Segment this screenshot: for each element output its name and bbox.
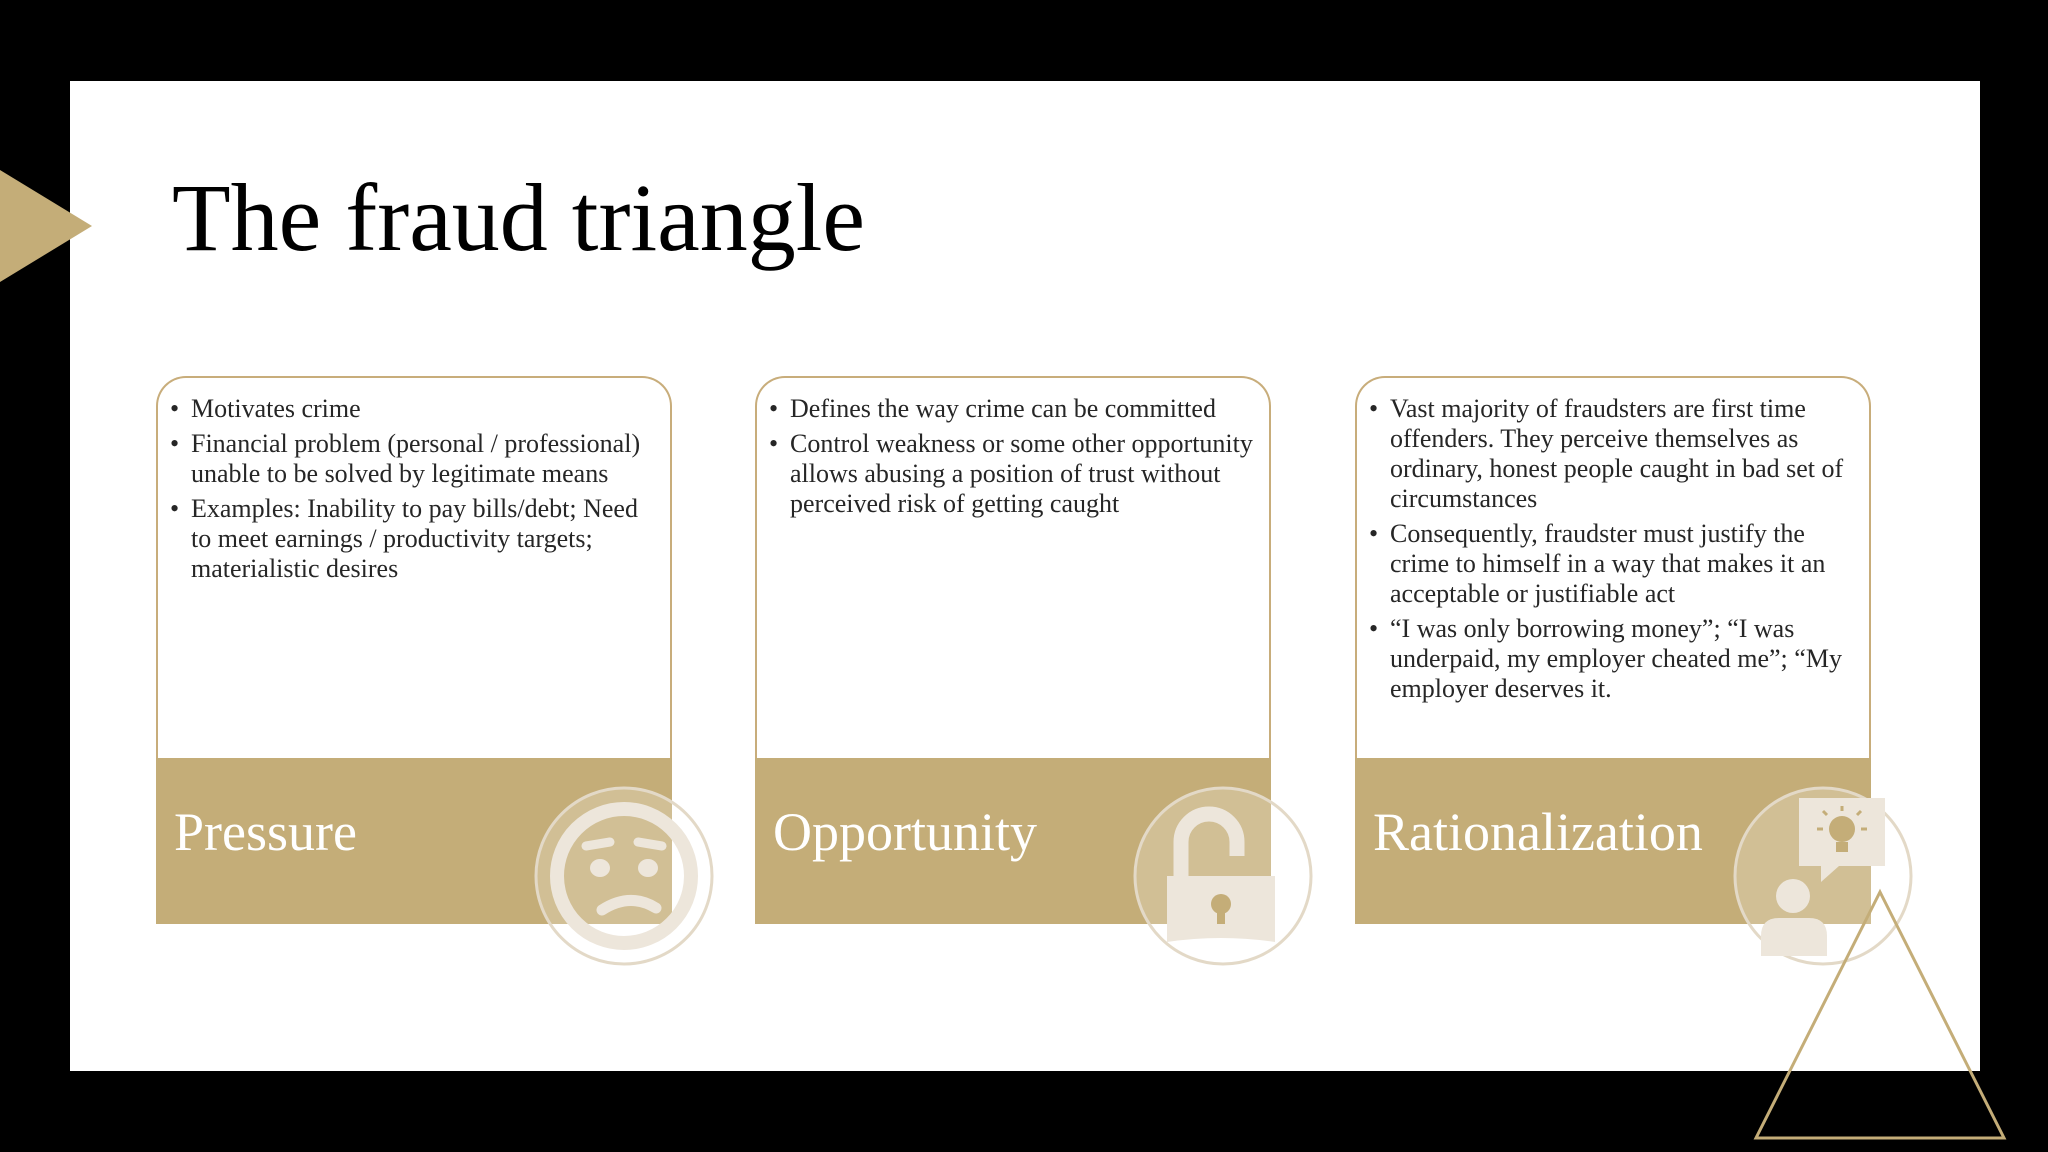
bullet-item: • Defines the way crime can be committed — [769, 394, 1255, 424]
card-body — [156, 376, 672, 760]
card-label: Rationalization — [1373, 802, 1703, 862]
card-rationalization — [1355, 376, 1871, 926]
unlocked-padlock-icon — [1131, 784, 1315, 968]
card-pressure — [156, 376, 672, 926]
card-body — [755, 376, 1271, 760]
card-opportunity — [755, 376, 1271, 926]
decorative-triangle-outline — [1752, 888, 2008, 1144]
card-label: Opportunity — [773, 802, 1037, 862]
slide-title: The fraud triangle — [172, 164, 865, 271]
bullet-list — [1369, 394, 1855, 709]
bullet-item: • “I was only borrowing money”; “I was underpaid, my employer cheated me”; “My employer deserves it. — [1369, 614, 1855, 704]
bullet-list — [170, 394, 656, 589]
card-label: Pressure — [174, 802, 357, 862]
bullet-list — [769, 394, 1255, 524]
accent-arrow-icon — [0, 170, 92, 282]
bullet-item: • Vast majority of fraudsters are first time offenders. They perceive themselves as ordinary, honest people caught in bad set of circumstances — [1369, 394, 1855, 514]
bullet-item: • Examples: Inability to pay bills/debt; Need to meet earnings / productivity targets; materialistic desires — [170, 494, 656, 584]
bullet-item: • Control weakness or some other opportunity allows abusing a position of trust without perceived risk of getting caught — [769, 429, 1255, 519]
bullet-item: • Financial problem (personal / professional) unable to be solved by legitimate means — [170, 429, 656, 489]
sad-face-icon — [532, 784, 716, 968]
bullet-item: • Consequently, fraudster must justify the crime to himself in a way that makes it an acceptable or justifiable act — [1369, 519, 1855, 609]
card-body — [1355, 376, 1871, 760]
bullet-item: • Motivates crime — [170, 394, 656, 424]
